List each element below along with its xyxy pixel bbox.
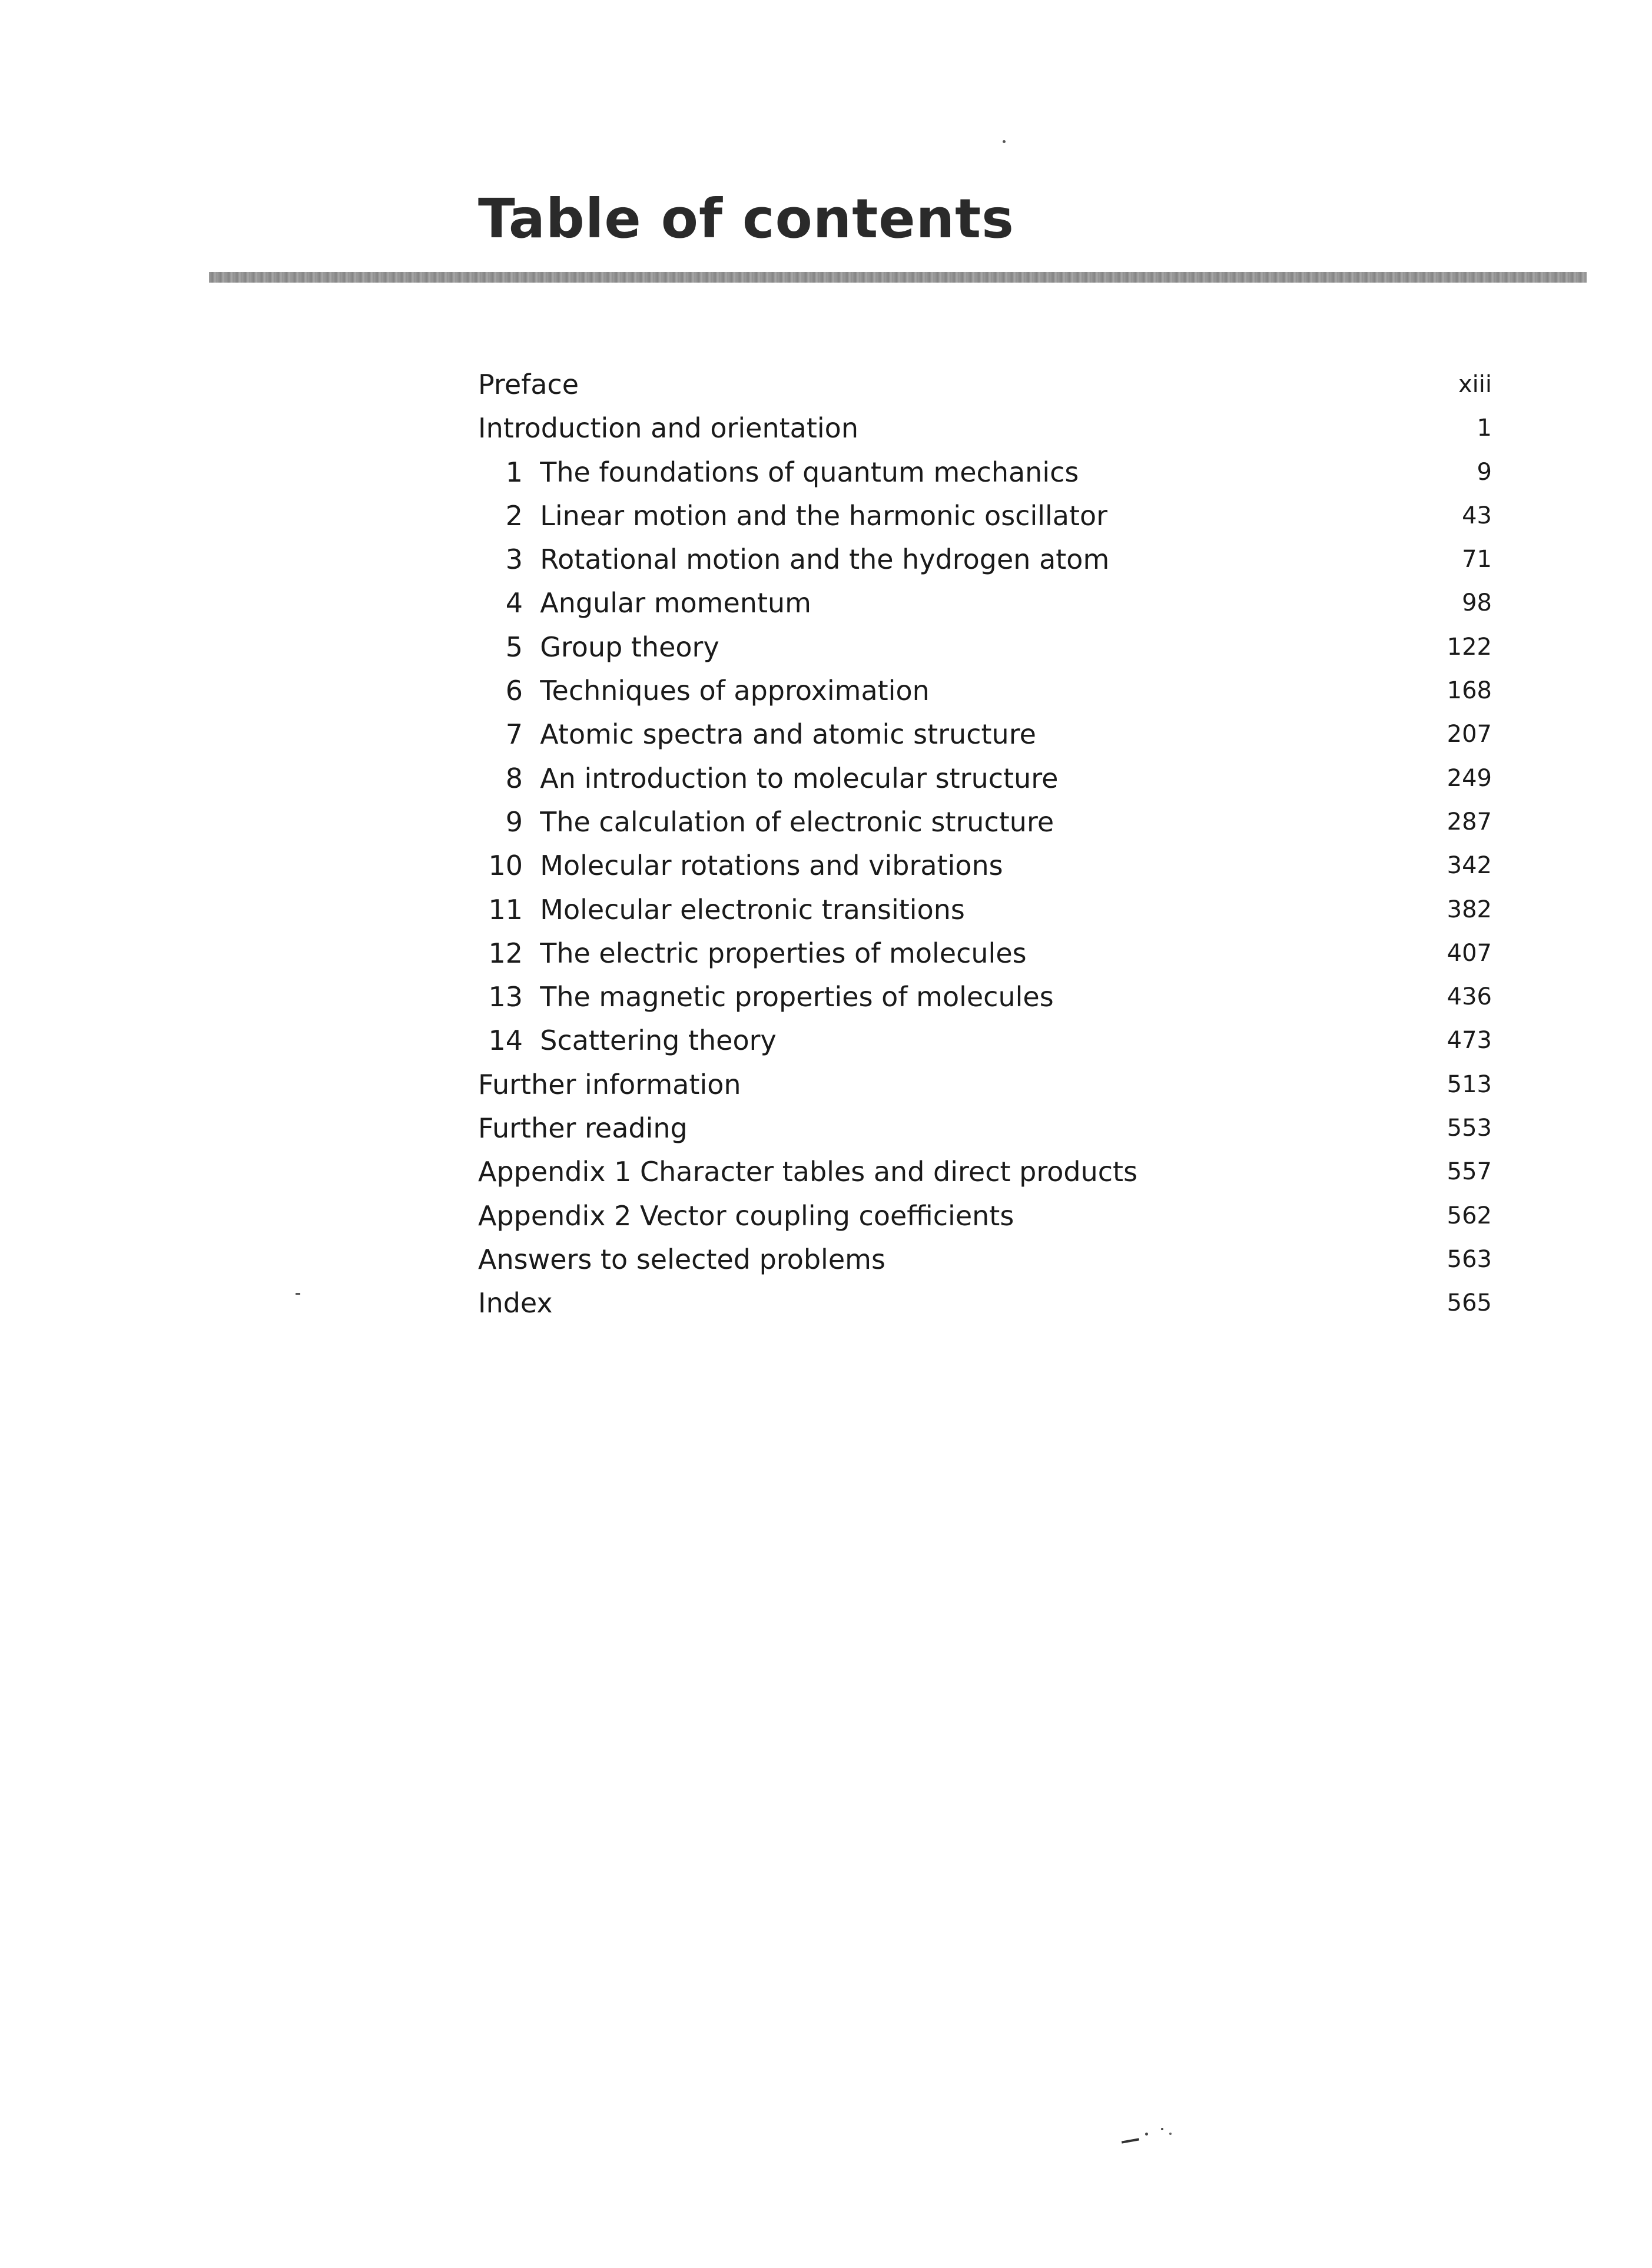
toc-entry-title: Group theory	[540, 631, 719, 663]
toc-entry-page: 473	[1447, 1027, 1492, 1055]
toc-entry-spacer	[523, 718, 540, 750]
toc-entry-page: 436	[1447, 983, 1492, 1011]
toc-entry[interactable]	[478, 538, 1492, 581]
toc-entry-number: 2	[505, 499, 523, 532]
toc-entry-spacer	[523, 675, 540, 707]
toc-entry-spacer	[523, 456, 540, 488]
toc-entry[interactable]	[478, 363, 1492, 406]
toc-entry-number: 4	[505, 587, 523, 619]
toc-entry[interactable]	[478, 406, 1492, 450]
toc-entry-title: Preface	[478, 369, 579, 400]
toc-entry-page: 342	[1447, 852, 1492, 880]
toc-entry-number: 8	[505, 762, 523, 794]
toc-entry[interactable]	[478, 888, 1492, 931]
page-title: Table of contents	[478, 187, 1014, 250]
toc-entry-spacer	[523, 762, 540, 794]
toc-entry-title: The magnetic properties of molecules	[540, 981, 1054, 1013]
toc-entry-page: 382	[1447, 896, 1492, 923]
toc-entry-spacer	[523, 543, 540, 575]
toc-entry-page: 562	[1447, 1202, 1492, 1229]
toc-entry-spacer	[523, 981, 540, 1013]
toc-entry-spacer	[523, 937, 540, 969]
toc-entry-number: 10	[488, 850, 523, 882]
scan-speck	[1122, 2138, 1139, 2143]
toc-entry-page: 249	[1447, 764, 1492, 792]
toc-entry-page: 98	[1462, 589, 1492, 617]
toc-entry-title: Linear motion and the harmonic oscillator	[540, 499, 1108, 532]
toc-entry-number: 11	[488, 893, 523, 926]
toc-entry-page: 565	[1447, 1289, 1492, 1317]
toc-entry-spacer	[523, 500, 540, 532]
toc-entry-page: xiii	[1458, 371, 1492, 398]
toc-entry[interactable]	[478, 1194, 1492, 1238]
toc-entry[interactable]	[478, 975, 1492, 1019]
toc-entry-page: 71	[1462, 546, 1492, 573]
toc-entry-title: An introduction to molecular structure	[540, 762, 1059, 794]
title-rule	[209, 272, 1587, 283]
toc-entry-title: Introduction and orientation	[478, 412, 858, 445]
toc-entry-title: Molecular electronic transitions	[540, 893, 965, 926]
toc-entry-spacer	[523, 806, 540, 838]
toc-entry[interactable]	[478, 669, 1492, 712]
toc-entry[interactable]	[478, 450, 1492, 494]
toc-entry-spacer	[523, 587, 540, 619]
toc-entry-page: 1	[1477, 415, 1492, 442]
toc-entry-title: Index	[478, 1287, 553, 1319]
toc-entry-number: 7	[505, 718, 523, 751]
toc-entry-number: 3	[505, 543, 523, 576]
toc-entry-title: Further reading	[478, 1112, 688, 1145]
toc-entry[interactable]	[478, 581, 1492, 625]
toc-entry-spacer	[523, 850, 540, 881]
toc-entry-spacer	[523, 1024, 540, 1056]
toc-entry[interactable]	[478, 625, 1492, 669]
toc-entry[interactable]	[478, 494, 1492, 538]
toc-entry-number: 9	[505, 805, 523, 838]
toc-entry-number: 14	[488, 1024, 523, 1057]
toc-entry-number: 13	[488, 981, 523, 1013]
toc-entry-title: The electric properties of molecules	[540, 937, 1027, 969]
toc-entry-page: 287	[1447, 808, 1492, 835]
scan-speck	[296, 1293, 300, 1295]
toc-entry-title: Molecular rotations and vibrations	[540, 850, 1003, 882]
toc-entry-page: 407	[1447, 939, 1492, 967]
toc-entry-title: Atomic spectra and atomic structure	[540, 718, 1036, 751]
toc-entry-title: Answers to selected problems	[478, 1243, 885, 1275]
toc-entry-title: The foundations of quantum mechanics	[540, 456, 1079, 488]
toc-entry-number: 6	[505, 675, 523, 707]
table-of-contents	[478, 363, 1492, 1325]
toc-entry[interactable]	[478, 712, 1492, 756]
toc-entry-page: 168	[1447, 677, 1492, 705]
toc-entry-title: Angular momentum	[540, 587, 811, 619]
toc-entry[interactable]	[478, 1281, 1492, 1325]
toc-entry-title: Further information	[478, 1068, 741, 1100]
toc-entry[interactable]	[478, 844, 1492, 887]
toc-entry-spacer	[523, 894, 540, 926]
toc-entry-page: 43	[1462, 502, 1492, 529]
toc-entry[interactable]	[478, 1019, 1492, 1062]
toc-entry-page: 513	[1447, 1070, 1492, 1098]
toc-entry-page: 207	[1447, 721, 1492, 748]
toc-entry-title: Appendix 2 Vector coupling coefficients	[478, 1199, 1014, 1232]
toc-entry[interactable]	[478, 757, 1492, 800]
toc-entry[interactable]	[478, 1063, 1492, 1106]
toc-entry-title: Scattering theory	[540, 1024, 777, 1057]
toc-entry-number: 12	[488, 937, 523, 969]
toc-entry[interactable]	[478, 1238, 1492, 1281]
toc-entry-page: 9	[1477, 458, 1492, 486]
toc-entry[interactable]	[478, 931, 1492, 975]
toc-entry[interactable]	[478, 1106, 1492, 1150]
scan-speck	[1003, 140, 1006, 143]
toc-entry-title: Rotational motion and the hydrogen atom	[540, 543, 1110, 576]
toc-entry-title: The calculation of electronic structure	[540, 805, 1054, 838]
toc-entry[interactable]	[478, 800, 1492, 844]
toc-entry[interactable]	[478, 1150, 1492, 1193]
scan-speck	[1169, 2133, 1172, 2135]
toc-entry-page: 122	[1447, 633, 1492, 661]
scan-speck	[1145, 2133, 1148, 2136]
toc-entry-page: 553	[1447, 1115, 1492, 1142]
toc-entry-page: 557	[1447, 1158, 1492, 1186]
toc-entry-number: 1	[505, 456, 523, 488]
toc-entry-page: 563	[1447, 1245, 1492, 1273]
scan-speck	[1161, 2128, 1163, 2130]
toc-entry-title: Techniques of approximation	[540, 675, 930, 707]
toc-entry-number: 5	[505, 631, 523, 663]
toc-entry-title: Appendix 1 Character tables and direct products	[478, 1156, 1138, 1188]
toc-entry-spacer	[523, 631, 540, 663]
